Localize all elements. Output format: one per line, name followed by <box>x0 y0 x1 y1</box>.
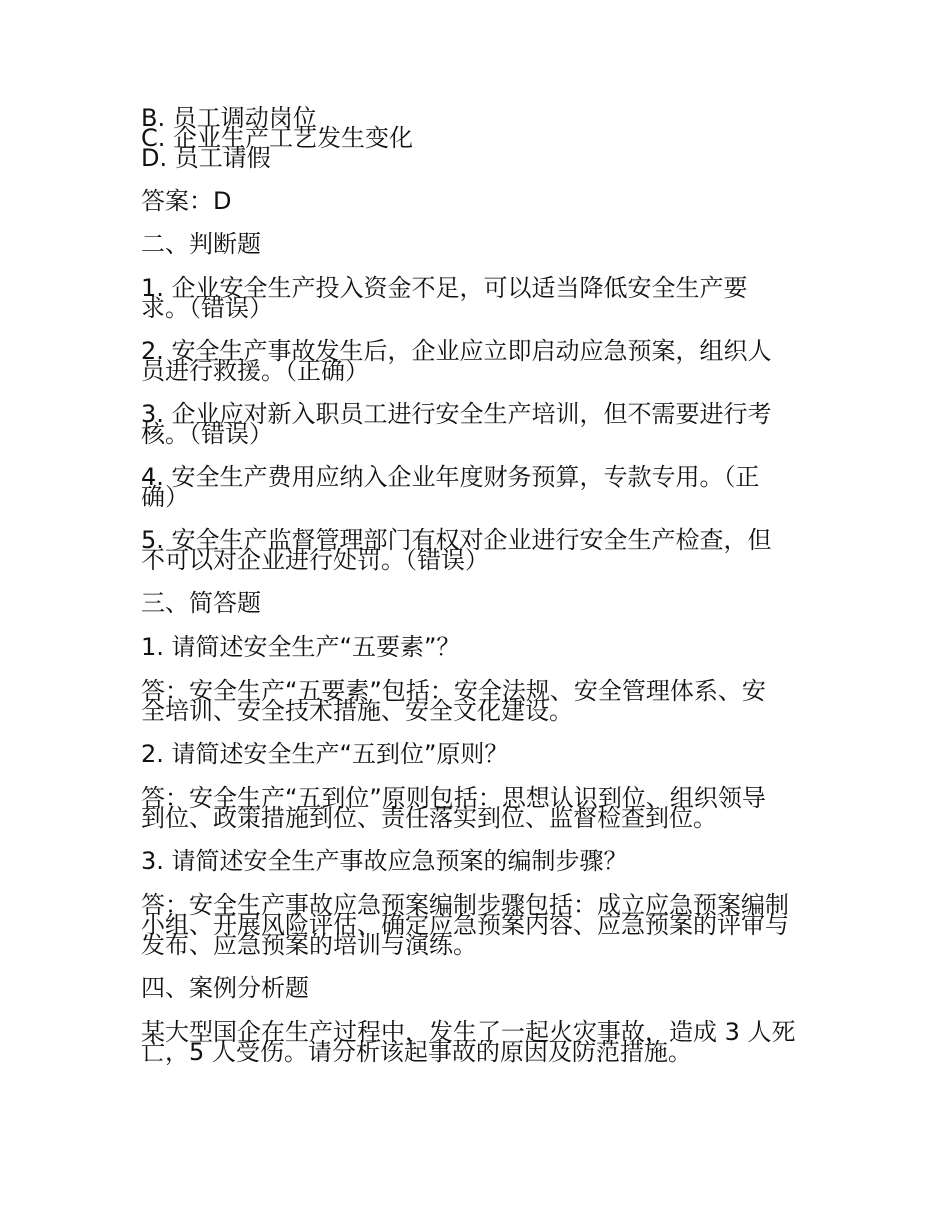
mc-option-b: B. 员工调动岗位 <box>141 104 317 132</box>
short-answer-answer-2: 答：安全生产“五到位”原则包括：思想认识到位、组织领导 到位、政策措施到位、责任落实到位、监督检查到位。 <box>141 784 766 832</box>
judgement-item-5: 5. 安全生产监督管理部门有权对企业进行安全生产检查，但 不可以对企业进行处罚。（错误） <box>141 526 772 574</box>
judgement-item-4: 4. 安全生产费用应纳入企业年度财务预算，专款专用。（正 确） <box>141 463 760 511</box>
short-answer-question-2: 2. 请简述安全生产“五到位”原则？ <box>141 740 509 768</box>
section-heading-short-answer: 三、简答题 <box>141 589 261 617</box>
short-answer-answer-3: 答：安全生产事故应急预案编制步骤包括：成立应急预案编制 小组、开展风险评估、确定应急预案内容、应急预案的评审与 发布、应急预案的培训与演练。 <box>141 891 789 959</box>
mc-options <box>141 104 813 172</box>
short-answer-question-1: 1. 请简述安全生产“五要素”？ <box>141 633 461 661</box>
short-answer-question-3: 3. 请简述安全生产事故应急预案的编制步骤？ <box>141 847 628 875</box>
short-answer-answer-1: 答：安全生产“五要素”包括：安全法规、安全管理体系、安 全培训、安全技术措施、安全文化建设。 <box>141 677 766 725</box>
mc-option-d: D. 员工请假 <box>141 144 271 172</box>
section-heading-judgement: 二、判断题 <box>141 230 261 258</box>
judgement-item-1: 1. 企业安全生产投入资金不足，可以适当降低安全生产要 求。（错误） <box>141 274 748 322</box>
mc-answer: 答案：D <box>141 187 232 215</box>
mc-option-c: C. 企业生产工艺发生变化 <box>141 124 414 152</box>
judgement-item-2: 2. 安全生产事故发生后，企业应立即启动应急预案，组织人 员进行救援。（正确） <box>141 337 772 385</box>
document-content <box>141 104 813 1066</box>
judgement-item-3: 3. 企业应对新入职员工进行安全生产培训，但不需要进行考 核。（错误） <box>141 400 772 448</box>
section-heading-case-analysis: 四、案例分析题 <box>141 974 309 1002</box>
case-analysis-prompt: 某大型国企在生产过程中，发生了一起火灾事故，造成 3 人死 亡，5 人受伤。请分析该起事故的原因及防范措施。 <box>141 1018 796 1066</box>
